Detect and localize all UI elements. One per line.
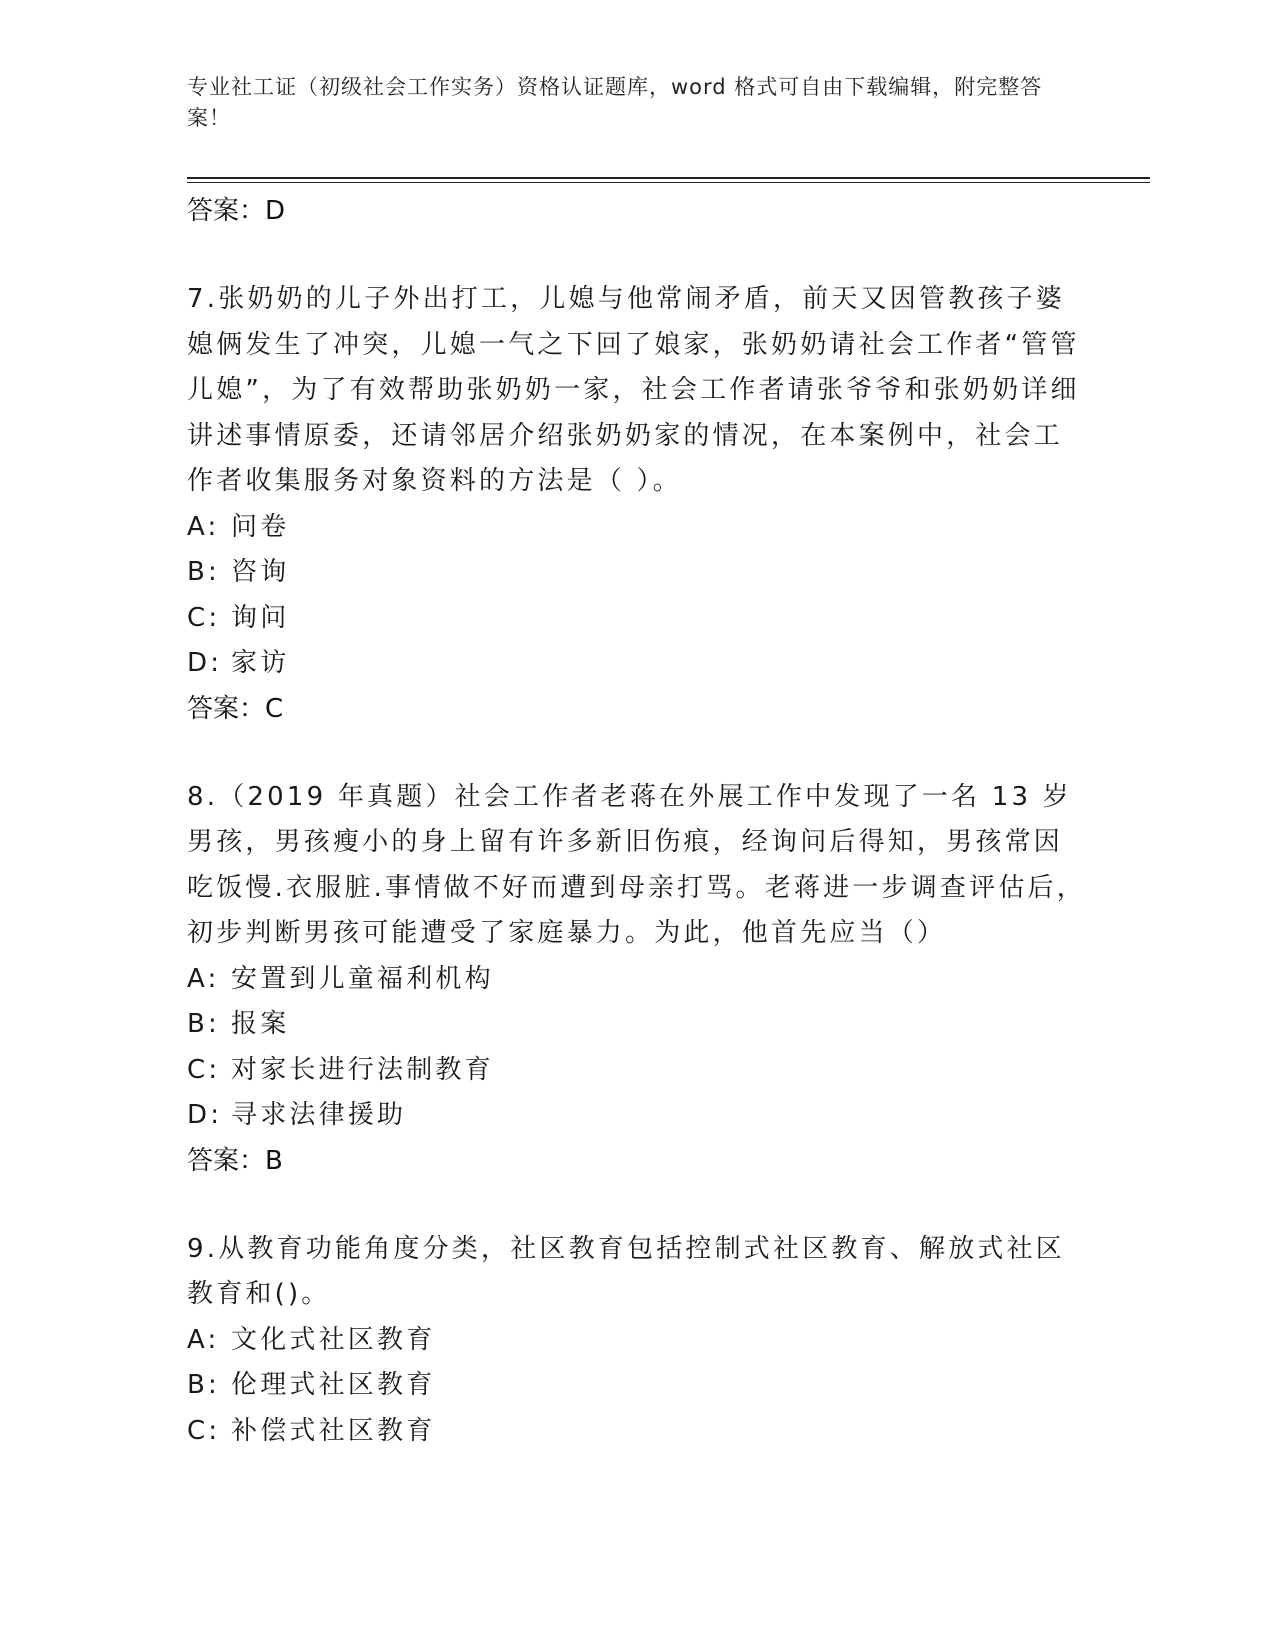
- option-d: D: 寻求法律援助: [187, 1100, 407, 1130]
- option-c: C: 询问: [187, 602, 290, 633]
- answer-line: 答案：C: [187, 693, 284, 724]
- question-7: [187, 277, 1087, 731]
- spacer: [187, 233, 1087, 277]
- header-rule-thin: [187, 182, 1150, 183]
- option-d: D: 家访: [187, 648, 290, 678]
- option-b: B: 咨询: [187, 557, 290, 587]
- previous-answer: 答案：D: [187, 196, 286, 226]
- question-8: [187, 775, 1087, 1183]
- header-rule-thick: [187, 177, 1150, 179]
- question-stem: 7.张奶奶的儿子外出打工，儿媳与他常闹矛盾，前天又因管教孩子婆媳俩发生了冲突，儿媳一气之下回了娘家，张奶奶请社会工作者“管管儿媳”，为了有效帮助张奶奶一家，社会工作者请张爷爷和张奶奶详细讲述事情原委，还请邻居介绍张奶奶家的情况，在本案例中，社会工作者收集服务对象资料的方法是（ ）。: [187, 284, 1080, 496]
- page-header: 专业社工证（初级社会工作实务）资格认证题库，word 格式可自由下载编辑，附完整答案！: [187, 75, 1043, 130]
- question-stem: 9.从教育功能角度分类，社区教育包括控制式社区教育、解放式社区教育和()。: [187, 1233, 1066, 1309]
- option-b: B: 伦理式社区教育: [187, 1370, 436, 1400]
- question-stem: 8.（2019 年真题）社会工作者老蒋在外展工作中发现了一名 13 岁男孩，男孩瘦小的身上留有许多新旧伤痕，经询问后得知，男孩常因吃饭慢.衣服脏.事情做不好而遭到母亲打骂。老蒋进一步调查评估后，初步判断男孩可能遭受了家庭暴力。为此，他首先应当（）: [187, 781, 1086, 948]
- option-a: A: 安置到儿童福利机构: [187, 963, 494, 994]
- question-content: [187, 189, 1087, 1454]
- option-b: B: 报案: [187, 1009, 290, 1039]
- question-9: [187, 1227, 1087, 1455]
- option-a: A: 问卷: [187, 511, 290, 542]
- option-c: C: 补偿式社区教育: [187, 1415, 436, 1446]
- answer-line: 答案：B: [187, 1145, 283, 1176]
- option-a: A: 文化式社区教育: [187, 1324, 436, 1355]
- spacer: [187, 731, 1087, 775]
- spacer: [187, 1183, 1087, 1227]
- option-c: C: 对家长进行法制教育: [187, 1054, 494, 1085]
